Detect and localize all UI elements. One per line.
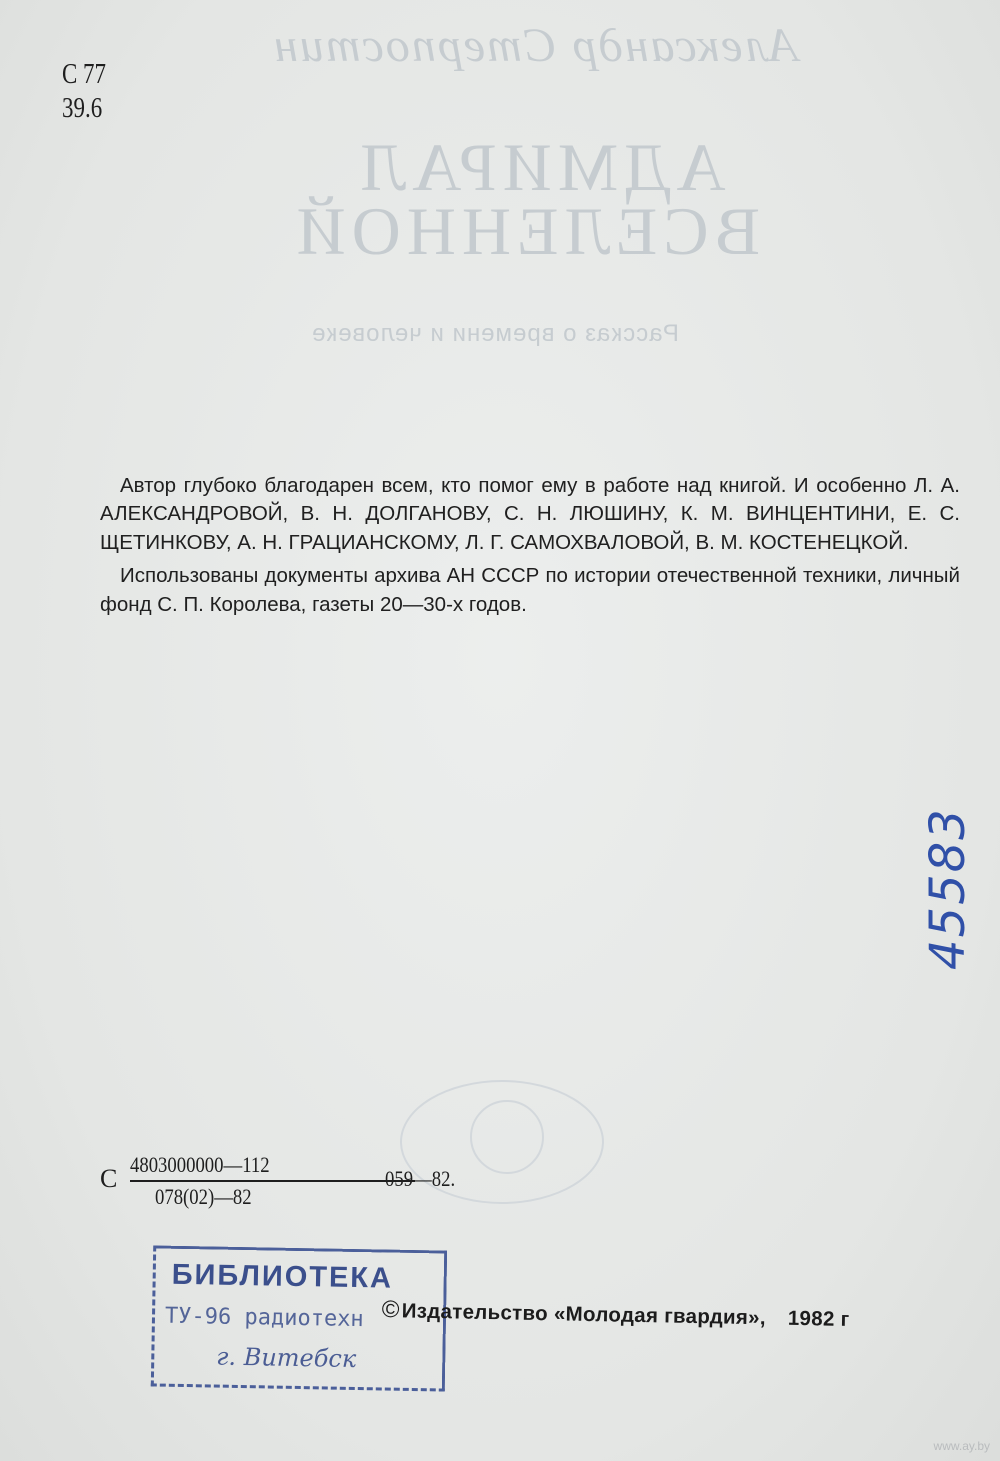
copyright-publisher: Издательство «Молодая гвардия»,: [401, 1299, 767, 1330]
bleed-through-author: Александр Стерпостин: [272, 19, 798, 72]
publication-code-letter: С: [100, 1164, 118, 1193]
copyright-icon: ©: [381, 1296, 400, 1324]
acknowledgement-paragraph-2: [100, 562, 960, 619]
acknowledgement-paragraph-1-text: Автор глубоко благодарен всем, кто помог ему в работе над книгой. И особенно Л. А. АЛЕКСАНДРОВОЙ, В. Н. ДОЛГАНОВУ, С. Н. ЛЮШИНУ, К. М. ВИНЦЕНТИНИ, Е. С. ЩЕТИНКОВУ, А. Н. ГРАЦИАНСКОМУ, Л. Г. САМОХВАЛОВОЙ, В. М. КОСТЕНЕЦКОЙ.: [100, 474, 960, 554]
acknowledgement-paragraph-1: [100, 472, 960, 557]
stamp-line2: ТУ-96 радиотехн: [164, 1303, 364, 1333]
handwritten-inventory-number: 45583: [920, 807, 976, 970]
stamp-line1: БИБЛИОТЕКА: [171, 1258, 394, 1295]
publication-code-numerator: 4803000000—112: [130, 1152, 270, 1177]
bleed-through-subtitle: Рассказ о времени и человеке: [311, 320, 679, 347]
bleed-through-emblem-inner: [470, 1100, 544, 1174]
acknowledgement-paragraph-2-text: Использованы документы архива АН СССР по истории отечественной техники, личный фонд С. П. Королева, газеты 20—30-х годов.: [100, 564, 960, 616]
classification-line2: 39.6: [62, 93, 103, 124]
bleed-through-title-line1: АДМИРАЛ: [354, 129, 726, 205]
acknowledgement-text: [100, 472, 960, 619]
publication-code-denominator: 078(02)—82: [155, 1184, 252, 1209]
copyright-year: 1982 г: [787, 1306, 850, 1331]
publication-code-suffix: 059—82.: [385, 1166, 456, 1191]
site-watermark: www.ay.by: [933, 1439, 990, 1453]
classification-line1: С 77: [62, 59, 107, 90]
fraction-bar: [130, 1180, 415, 1182]
copyright-line: [381, 1296, 849, 1333]
bleed-through-title-line2: ВСЕЛЕННОЙ: [290, 193, 760, 269]
stamp-line3: г. Витебск: [216, 1342, 357, 1374]
library-classification-code: [62, 58, 106, 126]
